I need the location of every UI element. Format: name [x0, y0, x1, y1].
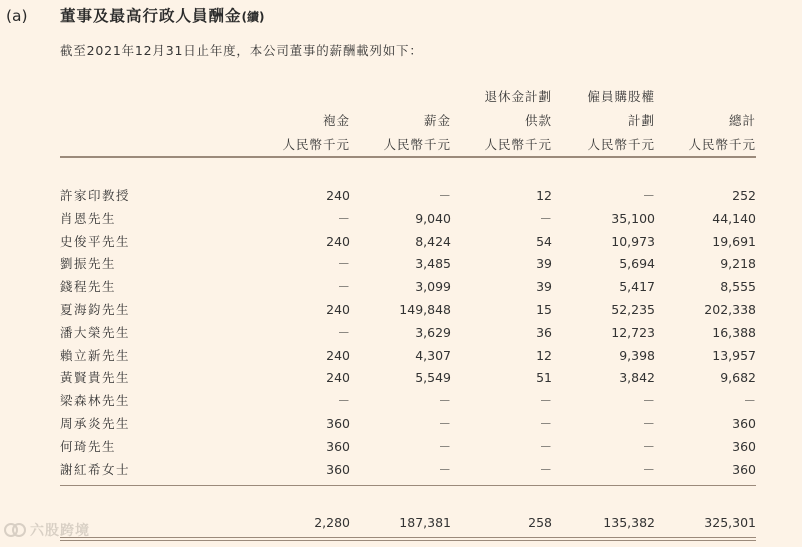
- cell-option: －: [642, 461, 655, 477]
- director-name: 黃賢貴先生: [60, 370, 131, 386]
- table-row: [60, 437, 756, 457]
- header-rule: [60, 156, 756, 158]
- cell-total: 13,957: [712, 347, 756, 363]
- cell-option: 52,235: [611, 302, 655, 317]
- cell-pension: －: [539, 393, 552, 409]
- total-pension: 258: [528, 515, 552, 530]
- director-name: 周承炎先生: [60, 416, 131, 431]
- director-name: 錢程先生: [60, 279, 117, 295]
- table-row: [60, 391, 756, 411]
- cell-pension: －: [539, 438, 552, 454]
- cell-option: －: [642, 393, 655, 409]
- cell-salary: 5,549: [415, 370, 451, 386]
- cell-total: 360: [732, 461, 756, 477]
- cell-option: 9,398: [619, 347, 655, 363]
- cell-salary: －: [438, 393, 451, 409]
- watermark: [4, 518, 90, 542]
- cell-salary: 9,040: [415, 210, 451, 226]
- cell-pension: 15: [536, 302, 552, 317]
- cell-fees: －: [337, 393, 350, 409]
- cell-salary: 8,424: [415, 233, 451, 249]
- cell-total: 9,682: [720, 370, 756, 386]
- director-name: 劉振先生: [60, 256, 117, 272]
- cell-pension: －: [539, 461, 552, 477]
- cell-total: 360: [732, 438, 756, 454]
- cell-option: 12,723: [611, 324, 655, 340]
- table-row: [60, 414, 756, 434]
- cell-option: 10,973: [611, 233, 655, 249]
- director-name: 許家印教授: [60, 188, 131, 203]
- director-name: 潘大榮先生: [60, 324, 131, 340]
- cell-pension: 51: [536, 370, 552, 386]
- table-row: [60, 186, 756, 206]
- total-rule-bottom: [60, 540, 756, 541]
- header-pension-title-2: 供款: [524, 113, 552, 128]
- cell-fees: 240: [326, 347, 350, 363]
- header-fees-unit: 人民幣千元: [282, 137, 350, 152]
- cell-total: 8,555: [720, 279, 756, 295]
- header-salary-unit: 人民幣千元: [383, 137, 451, 152]
- director-name: 肖恩先生: [60, 210, 117, 226]
- cell-fees: 240: [326, 370, 350, 386]
- table-row: [60, 232, 756, 252]
- cell-salary: －: [438, 188, 451, 203]
- cell-salary: 3,485: [415, 256, 451, 272]
- totals-row: [60, 513, 756, 533]
- header-pension-title: 退休金計劃: [484, 89, 552, 104]
- cell-fees: 240: [326, 188, 350, 203]
- cell-pension: －: [539, 210, 552, 226]
- cell-total: 16,388: [712, 324, 756, 340]
- table-row: [60, 346, 756, 366]
- director-name: 謝紅希女士: [60, 461, 131, 477]
- cell-option: －: [642, 416, 655, 431]
- cell-option: 35,100: [611, 210, 655, 226]
- cell-total: －: [743, 393, 756, 409]
- cell-pension: 12: [536, 188, 552, 203]
- header-total-title: 總計: [728, 113, 756, 128]
- header-option-title: 僱員購股權: [587, 89, 655, 104]
- cell-total: 360: [732, 416, 756, 431]
- cell-option: 5,417: [619, 279, 655, 295]
- cell-salary: 3,099: [415, 279, 451, 295]
- cell-option: －: [642, 438, 655, 454]
- total-option: 135,382: [603, 515, 655, 530]
- header-fees-title: 袍金: [322, 113, 350, 128]
- section-label: (a): [6, 7, 28, 25]
- cell-pension: 54: [536, 233, 552, 249]
- cell-fees: 360: [326, 416, 350, 431]
- table-row: [60, 460, 756, 480]
- logo-icon: [4, 522, 26, 538]
- table-row: [60, 254, 756, 274]
- cell-fees: 360: [326, 461, 350, 477]
- subtotal-rule: [60, 485, 756, 486]
- continued-note: (續): [241, 10, 265, 24]
- cell-salary: －: [438, 438, 451, 454]
- cell-fees: －: [337, 324, 350, 340]
- director-name: 史俊平先生: [60, 233, 131, 249]
- cell-option: 5,694: [619, 256, 655, 272]
- cell-salary: 149,848: [399, 302, 451, 317]
- director-name: 賴立新先生: [60, 347, 131, 363]
- table-row: [60, 277, 756, 297]
- director-name: 夏海鈞先生: [60, 302, 131, 317]
- header-total-unit: 人民幣千元: [688, 137, 756, 152]
- total-rule-top: [60, 537, 756, 538]
- section-title: 董事及最高行政人員酬金: [60, 7, 242, 25]
- section-heading: [6, 4, 265, 26]
- cell-fees: 360: [326, 438, 350, 454]
- cell-salary: 4,307: [415, 347, 451, 363]
- table-row: [60, 300, 756, 320]
- cell-salary: －: [438, 416, 451, 431]
- cell-salary: 3,629: [415, 324, 451, 340]
- cell-pension: 12: [536, 347, 552, 363]
- table-row: [60, 323, 756, 343]
- cell-pension: －: [539, 416, 552, 431]
- cell-total: 9,218: [720, 256, 756, 272]
- cell-fees: 240: [326, 233, 350, 249]
- cell-fees: －: [337, 210, 350, 226]
- cell-total: 202,338: [704, 302, 756, 317]
- total-salary: 187,381: [399, 515, 451, 530]
- cell-total: 44,140: [712, 210, 756, 226]
- cell-pension: 39: [536, 256, 552, 272]
- cell-pension: 39: [536, 279, 552, 295]
- table-row: [60, 209, 756, 229]
- watermark-text: 六股跨境: [30, 523, 90, 539]
- director-name: 何琦先生: [60, 438, 117, 454]
- cell-total: 252: [732, 188, 756, 203]
- header-salary-title: 薪金: [423, 113, 451, 128]
- cell-fees: －: [337, 256, 350, 272]
- cell-option: －: [642, 188, 655, 203]
- header-option-unit: 人民幣千元: [587, 137, 655, 152]
- cell-fees: 240: [326, 302, 350, 317]
- header-option-title-2: 計劃: [627, 113, 655, 128]
- cell-fees: －: [337, 279, 350, 295]
- cell-pension: 36: [536, 324, 552, 340]
- total-total: 325,301: [704, 515, 756, 530]
- cell-option: 3,842: [619, 370, 655, 386]
- intro-text: 截至2021年12月31日止年度，本公司董事的薪酬載列如下：: [60, 43, 423, 58]
- director-name: 梁森林先生: [60, 393, 131, 409]
- cell-total: 19,691: [712, 233, 756, 249]
- table-row: [60, 368, 756, 388]
- cell-salary: －: [438, 461, 451, 477]
- header-pension-unit: 人民幣千元: [484, 137, 552, 152]
- total-fees: 2,280: [314, 515, 350, 530]
